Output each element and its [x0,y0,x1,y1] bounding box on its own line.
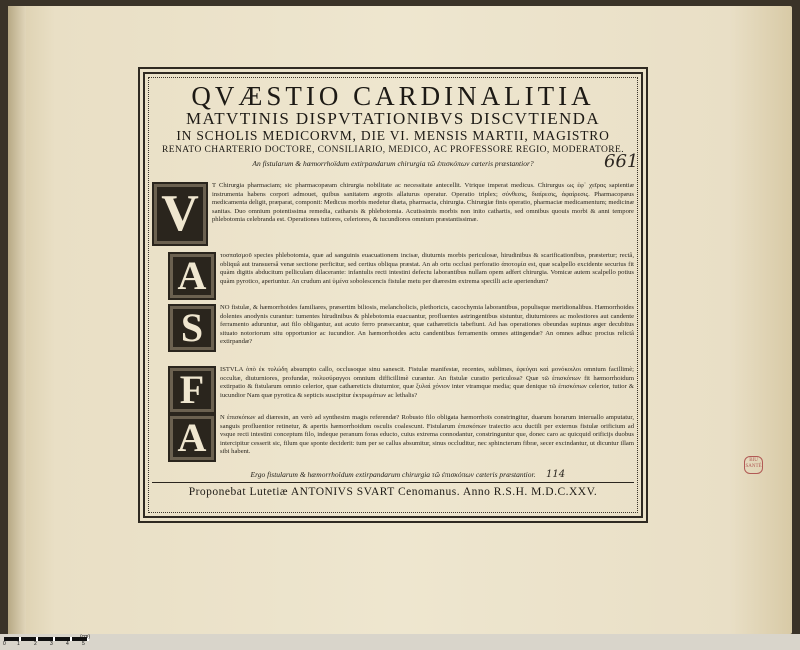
paragraph-2 [168,252,634,300]
paragraph-text: N ἐπισκόπων ad diæresin, an verò ad synthesim magis referendæ? Robusto filo obligata hæmorrhoïs constringitur, duarum horarum interuallo amputatur, sanguis profluentior retinetur, & apertis hæmorrhoidum osculis coalescunt. Fistularum ἐπισκόπων traiectio acu ductili per externus fistulæ orificium ad vsque recti intestini conceptum filo, indeque peranum foras educto, cuius extrema connodantur, constringuntur que, donec caro ac quicquid orificijs duobus intercipitur cesserit sic, filum que sponte deciderit: tum per se callus absumitur, sinus occluditur, nec sphincterum fibræ, secer excindantur, ut dicuntur illam sibi habent. [220,414,634,456]
thesis-question: An fistularum & hæmorrhoïdum extirpandarum chirurgia τῶ ἐπισκόπων cæteris præstantior? [252,159,534,168]
scale-unit: (cm) [80,634,90,640]
paragraph-text: ISTVLA ὁπὸ ἐκ τυλώδη absumpto callo, occlusoque sinu sanescit. Fistulæ manifestæ, recentes, sublimes, ἐφεύγαι καὶ μονόκοιλοι omnium facillimè; occultæ, diuturniores, profundæ, πολυσύραγγοι omnium difficillimè curantur. An fistulæ curatio periculosa? Quæ τῶ ἐπισκόπων fit hæmorrhoidum extirpatio & fistularum omnio celerior, quæ cathæreticis diuturnior, quæ ξυλαὶ χόνιον inter vtramque media; quæ denique τῶ ἐπισκόπων celerior, tutior & iucundior Nam quæ pyrotica & septicis suscipitur ἐκτρωμάτων ac lethalis? [220,366,634,399]
drop-cap-initial: A [168,252,216,300]
paragraph-text: T Chirurgia pharmaciam; sic pharmacopæam chirurgia nobilitate ac necessitate antecellit. Vtrique imperat medicus. Chirurgus ως ἐφ᾽ χεῖρας sapientiæ instrumenta habens corpori admouet, quibus sanitatem ægrotis allaturus operatur. Operatio triplex; σύνθεσις, διαίρεσις, ἀφαίρεσις. Pharmacopæus medicamenta deligit, præparat, componit: Medicus morbis medetur diæta, pharmacia, chirurgia. Chirurgiæ finis operatio, pharmaciæ medicamentum; medicinæ sanitas. Duo omnium potentissima remedia, catharsis & phlebotomia. Acutissimis morbis non inito cathartis, sed omnibus quouis morbi & anni tempore phlebotomia celebranda est. Operationes tutiores, celeriores, & iucundiores omnium præstantissimæ. [212,182,634,224]
broadsheet-content [152,82,634,512]
paragraph-text: τοσπαϊσμοῦ species phlebotomia, quæ ad sanguinis euacuationem incisæ, diuturnis morbis periculosæ, hirudinibus & scarificationibus, præstertur; rectâ, obliquâ aut transuersâ venæ sectione perficitur, sed certius obliqua præstat. An ab ortu occlusi perforatio ἀποτομία est, quæ scalpello excidente securius fit quàm digitis abducitum pelliculam dilacerante: infantulis recti intestini defectu laborantibus nullam opem adfert chirurgia. Vomicæ autem scalpello potius quàm pyrotico, aperiuntur. An crudum ani ὑμένα sobolescencis fistulæ metu per diæresim extrema specilli acie aperiendum? [220,252,634,285]
paragraph-text: NO fistulæ, & hæmorrhoides familiares, præsertim biliosis, melancholicis, plethoricis, cacochymia laborantibus, populisque meridionalibus. Hæmorrhoides dolentes anodynis curantur: tumentes hirudinibus & phlebotomia euacuantur, profluentes astringentibus sistuntur, diuturniores ac molestiores aut candente ferramento aduruntur, aut filo obligantur, aut acuto ferro præsecantur, quæ cathæreticis tabefiunt. Ad has operationes obeundas supinus æger decubitus situato notoriorum situ opportunior ac iucundior. An hæmorrhoides actu candentibus ferramentis omnes attingendæ? An omnes adhuc procius relictâ extirpandæ? [220,304,634,346]
divider-rule [152,482,634,483]
paragraph-5 [168,414,634,462]
thesis-conclusion: Ergo fistularum & hæmorrhoïdum extirpandarum chirurgia τῶ ἐπισκόπων cæteris præstantior. [250,470,536,479]
scale-label: 3 [50,641,53,647]
drop-cap-initial: A [168,414,216,462]
handwritten-number-top: 661 [604,151,639,172]
document-heading-line: IN SCHOLIS MEDICORVM, DIE VI. MENSIS MARTII, MAGISTRO [176,128,610,143]
document-title: QVÆSTIO CARDINALITIA [191,81,595,111]
library-stamp [744,456,763,474]
scale-label: 1 [17,641,20,647]
scale-label: 2 [34,641,37,647]
page-fold-shadow [8,6,26,634]
drop-cap-initial: S [168,304,216,352]
document-subtitle: MATVTINIS DISPVTATIONIBVS DISCVTIENDA [185,109,601,128]
document-moderator-line: RENATO CHARTERIO DOCTORE, CONSILIARIO, MEDICO, AC PROFESSORE REGIO, MODERATORE. [162,145,624,155]
scale-label: 0 [3,641,6,647]
measurement-scale [0,634,800,650]
paragraph-3 [168,304,634,352]
scale-label: 4 [66,641,69,647]
scale-label: 5 [82,641,85,647]
handwritten-number-bottom: 114 [546,469,566,480]
drop-cap-initial: V [152,182,208,246]
paragraph-4 [168,366,634,414]
stamp-text: BIU SANTÉ [745,458,762,469]
paragraph-1 [152,182,634,246]
drop-cap-initial: F [168,366,216,414]
imprint-footer: Proponebat Lutetiæ ANTONIVS SVART Cenomanus. Anno R.S.H. M.D.C.XXV. [188,486,598,498]
